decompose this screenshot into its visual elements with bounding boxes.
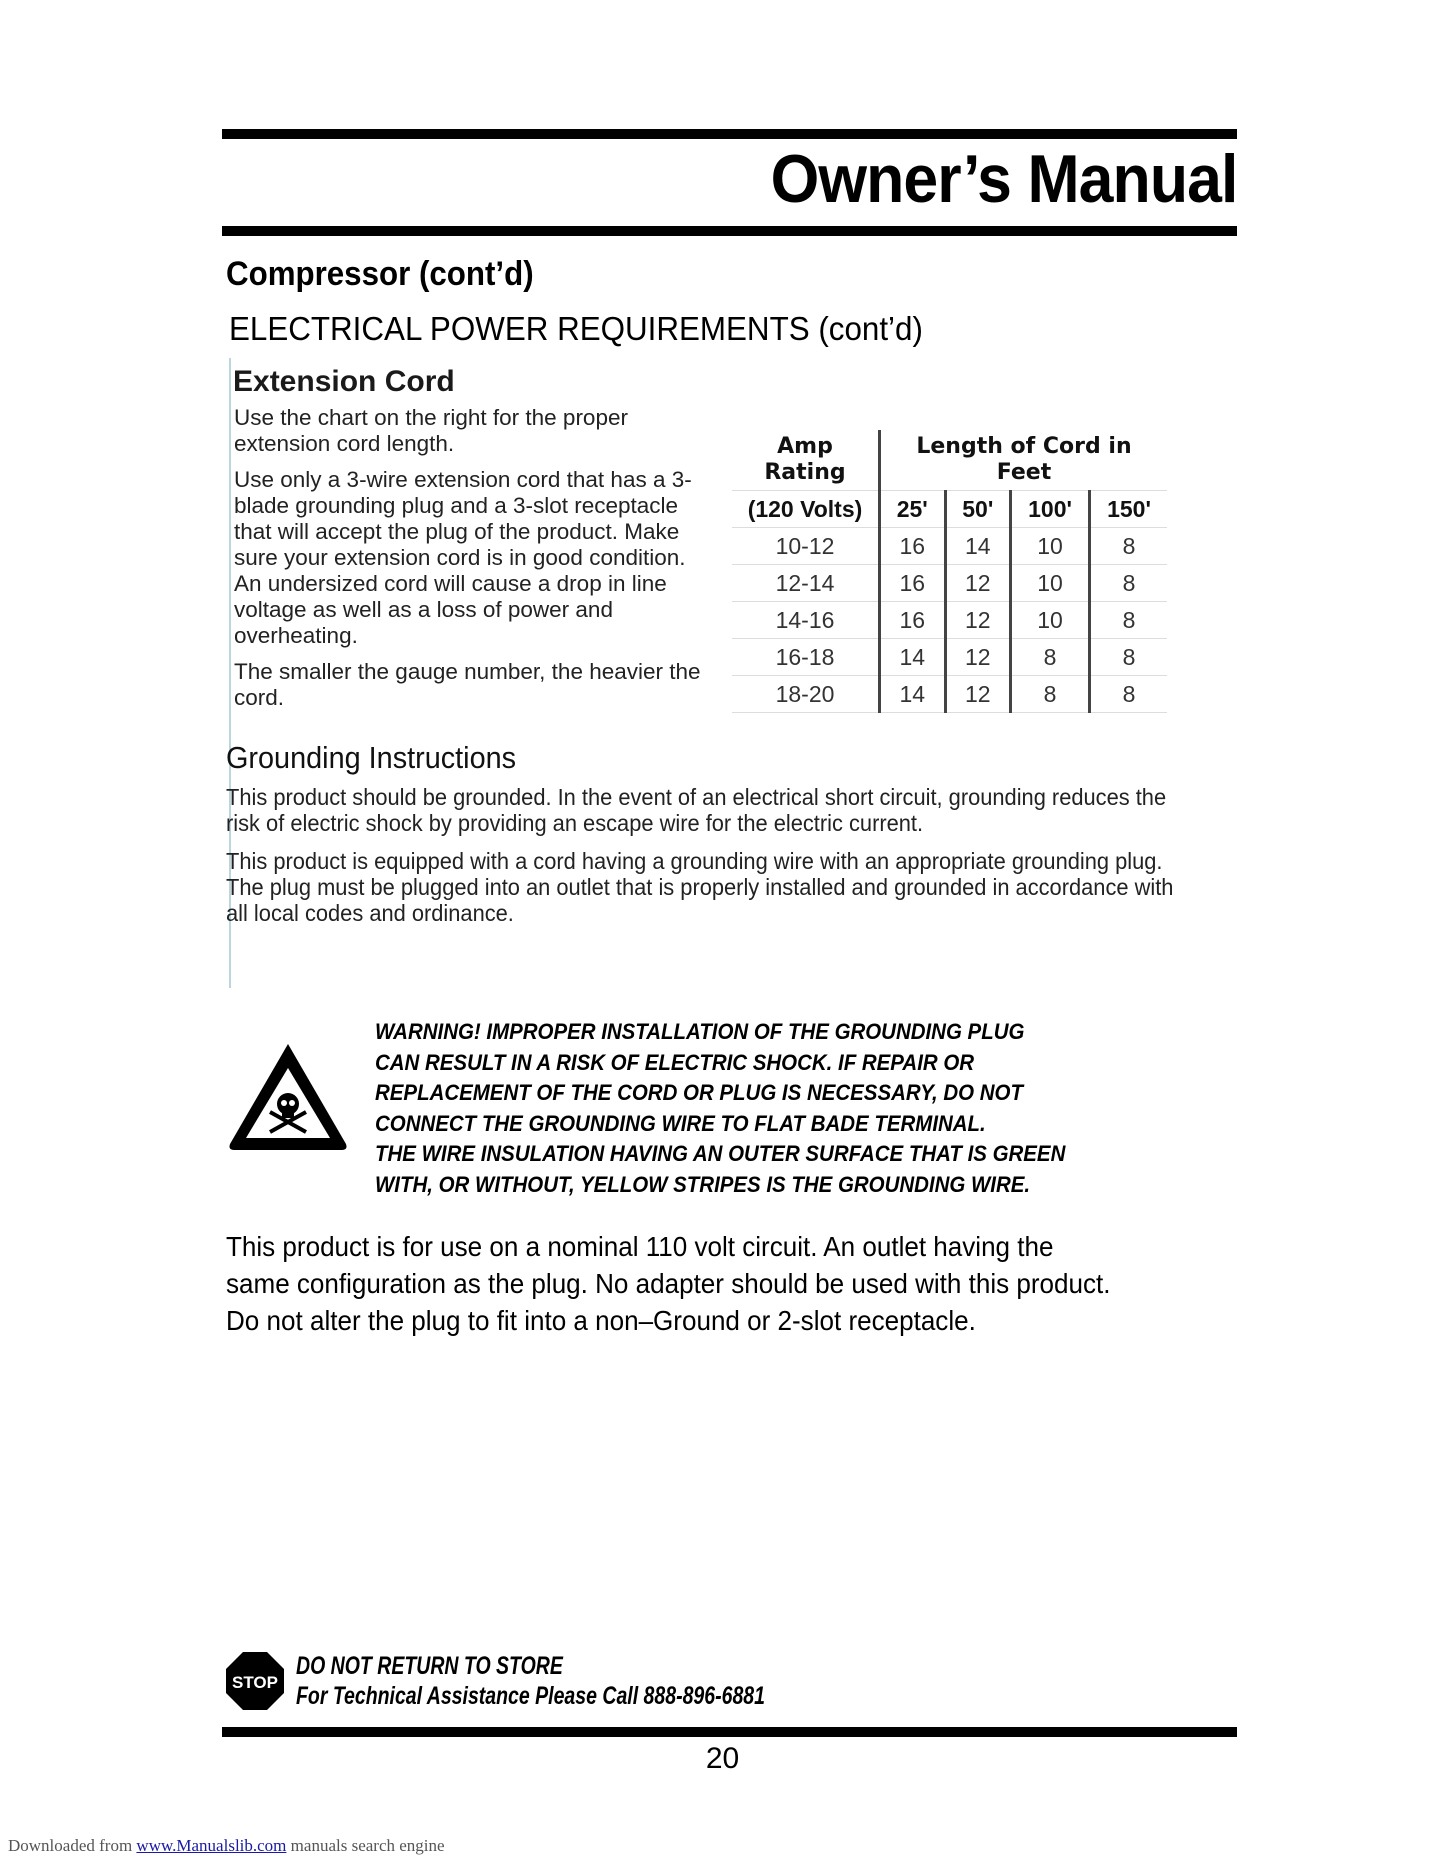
table-cell: 12 [945, 639, 1011, 676]
body-line: Do not alter the plug to fit into a non–Ground or 2-slot receptacle. [226, 1305, 976, 1336]
table-cell: 10 [1011, 602, 1090, 639]
table-cell: 10-12 [732, 528, 880, 565]
table-row [732, 639, 1167, 676]
table-cell: 16 [880, 565, 946, 602]
do-not-return-notice: DO NOT RETURN TO STORE [296, 1652, 563, 1680]
extension-cord-paragraph: Use the chart on the right for the proper extension cord length. [234, 405, 628, 456]
table-cell: 16 [880, 528, 946, 565]
support-notice [296, 1651, 765, 1711]
page-number: 20 [705, 1742, 740, 1775]
warning-line: CONNECT THE GROUNDING WIRE TO FLAT BADE TERMINAL. [375, 1110, 986, 1136]
grounding-paragraph: This product is equipped with a cord having a grounding wire with an appropriate grounding plug. The plug must be plugged into an outlet that is properly installed and grounded in accordance with all local codes and ordinance. [226, 848, 1174, 926]
table-cell: 8 [1090, 639, 1167, 676]
footer-suffix: manuals search engine [290, 1836, 445, 1855]
extension-cord-paragraph: Use only a 3-wire extension cord that has a 3-blade grounding plug and a 3-slot receptacle that will accept the plug of the product. Make sure your extension cord is in good condition. An undersized cord will cause a drop in line voltage as well as a loss of power and overheating. [234, 467, 692, 648]
footer-rule [222, 1727, 1237, 1737]
body-line: This product is for use on a nominal 110 volt circuit. An outlet having the [226, 1231, 1054, 1262]
subsection-title: ELECTRICAL POWER REQUIREMENTS (cont’d) [229, 310, 923, 347]
table-subheader-cell: 50' [945, 491, 1011, 528]
page-title: Owner’s Manual [770, 141, 1237, 217]
table-cell: 8 [1090, 602, 1167, 639]
table-cell: 12 [945, 565, 1011, 602]
table-cell: 18-20 [732, 676, 880, 713]
table-cell: 14-16 [732, 602, 880, 639]
table-cell: 12-14 [732, 565, 880, 602]
grounding-warning [375, 1017, 1065, 1200]
extension-cord-text [234, 405, 704, 721]
table-subheader-row [732, 491, 1167, 528]
table-cell: 16 [880, 602, 946, 639]
table-subheader-cell: 25' [880, 491, 946, 528]
warning-line: CAN RESULT IN A RISK OF ELECTRIC SHOCK. IF REPAIR OR [375, 1049, 975, 1075]
skull-crossbones-triangle-icon [226, 1040, 351, 1152]
warning-line: WITH, OR WITHOUT, YELLOW STRIPES IS THE GROUNDING WIRE. [375, 1171, 1031, 1197]
table-cell: 14 [880, 639, 946, 676]
download-footer [8, 1836, 445, 1856]
extension-cord-gauge-table [732, 430, 1167, 713]
table-subheader-cell: 100' [1011, 491, 1090, 528]
warning-line: REPLACEMENT OF THE CORD OR PLUG IS NECESSARY, DO NOT [375, 1080, 1023, 1105]
table-cell: 8 [1011, 676, 1090, 713]
table-cell: 14 [945, 528, 1011, 565]
header-bottom-rule [222, 226, 1237, 236]
table-row [732, 528, 1167, 565]
manualslib-link[interactable]: www.Manualslib.com [136, 1836, 287, 1855]
footer-prefix: Downloaded from [8, 1836, 133, 1855]
section-title: Compressor (cont’d) [226, 255, 534, 293]
table-subheader-cell: (120 Volts) [732, 491, 880, 528]
extension-cord-paragraph: The smaller the gauge number, the heavier the cord. [234, 659, 701, 710]
table-subheader-cell: 150' [1090, 491, 1167, 528]
warning-line: THE WIRE INSULATION HAVING AN OUTER SURFACE THAT IS GREEN [375, 1141, 1066, 1166]
stop-sign-icon [226, 1652, 284, 1710]
table-header-amp-rating: Amp Rating [764, 434, 846, 485]
table-header-cord-length: Length of Cord in Feet [880, 430, 1168, 491]
table-cell: 12 [945, 602, 1011, 639]
circuit-requirements-text [226, 1228, 1110, 1339]
table-row [732, 676, 1167, 713]
grounding-paragraph: This product should be grounded. In the event of an electrical short circuit, grounding reduces the risk of electric shock by providing an escape wire for the electric current. [226, 784, 1167, 836]
table-cell: 10 [1011, 565, 1090, 602]
table-cell: 14 [880, 676, 946, 713]
table-cell: 16-18 [732, 639, 880, 676]
grounding-heading: Grounding Instructions [226, 740, 517, 775]
svg-text:STOP: STOP [232, 1673, 278, 1692]
grounding-text [226, 784, 1176, 938]
table-cell: 12 [945, 676, 1011, 713]
table-row [732, 602, 1167, 639]
body-line: same configuration as the plug. No adapter should be used with this product. [226, 1268, 1111, 1299]
extension-cord-heading: Extension Cord [233, 365, 455, 398]
table-cell: 8 [1090, 565, 1167, 602]
header-top-rule [222, 129, 1237, 139]
table-cell: 8 [1090, 676, 1167, 713]
technical-assistance-phone: For Technical Assistance Please Call 888-896-6881 [296, 1682, 765, 1710]
table-cell: 8 [1090, 528, 1167, 565]
warning-line: WARNING! IMPROPER INSTALLATION OF THE GROUNDING PLUG [375, 1019, 1025, 1044]
table-cell: 10 [1011, 528, 1090, 565]
table-row [732, 565, 1167, 602]
table-cell: 8 [1011, 639, 1090, 676]
